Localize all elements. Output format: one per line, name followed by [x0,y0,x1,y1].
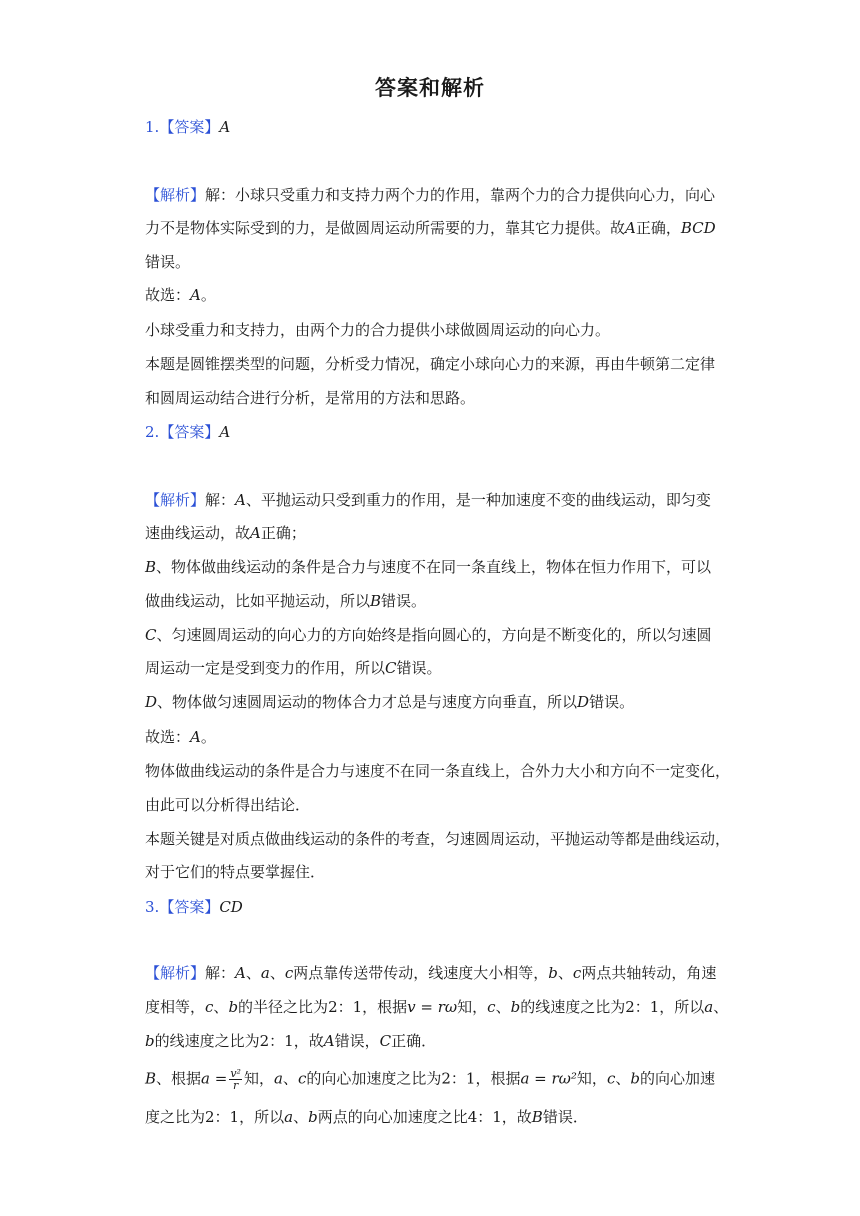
text: 错误。 [145,253,191,271]
text: A [323,1032,335,1050]
text: 4：1，故 [467,1108,532,1126]
text: 、 [495,998,511,1016]
q2-summary-line-1 [145,761,730,781]
text: 正确， [635,219,681,237]
text: 解：小球只受重力和支持力两个力的作用，靠两个力的合力提供向心力，向心 [205,186,716,204]
text: 知， [243,1069,274,1088]
text: c [284,964,294,982]
q1-summary-line [145,320,610,340]
q2-answer-line [145,422,230,442]
text: 、物体做匀速圆周运动的物体合力才总是与速度方向垂直，所以 [157,693,578,711]
q1-answer-line [145,117,230,137]
text: a [260,964,270,982]
text: 对于它们的特点要掌握住． [145,863,326,881]
text: 、平抛运动只受到重力的作用，是一种加速度不变的曲线运动，即匀变 [245,491,711,509]
text: a [284,1108,294,1126]
text: 周运动一定是受到变力的作用，所以 [145,659,386,677]
text: 度之比为 [145,1108,206,1126]
text: b [510,998,521,1016]
text: b [548,964,558,982]
text: 、 [269,964,285,982]
q2-expl-line-5 [145,625,712,645]
text: 2：1，所以 [625,998,705,1016]
page-title: 答案和解析 [375,76,485,100]
text: 两点共轴转动，角速 [581,964,717,982]
q3-expl-line-1 [145,963,716,983]
text: b [630,1069,640,1088]
q1-comment-line-1 [145,354,715,374]
text: r [233,1079,239,1092]
text: 、 [713,998,729,1016]
text: A [235,491,246,509]
text: 、 [245,964,261,982]
text: 故选： [145,728,191,746]
text: b [308,1108,318,1126]
text: 和圆周运动结合进行分析，是常用的方法和思路。 [145,389,476,407]
q2-answer-tag: 【答案】 [159,423,220,441]
q2-comment-line-2 [145,862,325,882]
q2-expl-line-6 [145,658,442,678]
text: 2：1，故 [259,1032,324,1050]
text: 正确． [391,1032,437,1050]
text: A [190,728,201,746]
q2-answer-value: A [219,423,231,441]
q2-comment-line-1 [145,829,730,849]
formula-v-equals-r-omega: v = rω [407,998,458,1016]
text: A [190,286,201,304]
text: 知， [457,998,488,1016]
text: 物体做曲线运动的条件是合力与速度不在同一条直线上，合外力大小和方向不一定变化， [145,762,731,780]
text: 解： [205,491,236,509]
q2-expl-line-7 [145,692,634,712]
text: 小球受重力和支持力，由两个力的合力提供小球做圆周运动的向心力。 [145,321,611,339]
text: 错误。 [589,693,635,711]
q1-expl-line-3 [145,252,190,272]
text: 的线速度之比为 [520,998,626,1016]
text: 、匀速圆周运动的向心力的方向始终是指向圆心的，方向是不断变化的，所以匀速圆 [156,626,712,644]
text: 两点的向心加速度之比 [317,1108,468,1126]
text: 的线速度之比为 [154,1032,260,1050]
text: 、 [293,1108,309,1126]
text: 的半径之比为 [238,998,329,1016]
text: 、物体做曲线运动的条件是合力与速度不在同一条直线上，物体在恒力作用下，可以 [156,558,712,576]
text: b [145,1032,155,1050]
fraction-v2-over-r [229,1068,242,1091]
q3-answer-tag: 【答案】 [159,898,220,916]
text: B [531,1108,543,1126]
q2-number: 2. [145,423,160,441]
q2-choice-line [145,727,216,747]
text: 错误。 [381,592,427,610]
text: 、 [557,964,573,982]
text: 。 [200,728,216,746]
text: C [385,659,397,677]
q3-expl-line-5 [145,1107,588,1127]
q3-expl-line-3 [145,1031,436,1051]
text: a [273,1069,283,1088]
text: 、根据 [156,1069,202,1088]
text: 2：1，根据 [441,1069,521,1088]
q1-comment-line-2 [145,388,475,408]
q3-expl-line-2 [145,997,728,1017]
text: B [145,1069,157,1088]
text: 错误。 [396,659,442,677]
q2-expl-line-3 [145,557,711,577]
q2-expl-line-2 [145,523,306,543]
text: 本题关键是对质点做曲线运动的条件的考查，匀速圆周运动，平抛运动等都是曲线运动， [145,830,731,848]
q3-number: 3. [145,898,160,916]
text: BCD [680,219,716,237]
text: c [205,998,214,1016]
text: D [145,693,158,711]
text: 力不是物体实际受到的力，是做圆周运动所需要的力，靠其它力提供。故 [145,219,626,237]
text: c [297,1069,307,1088]
text: A [250,524,261,542]
text: A [625,219,636,237]
q1-expl-line-1 [145,185,715,205]
text: c [606,1069,616,1088]
text: A [235,964,246,982]
formula-a-equals: a = [201,1069,228,1088]
text: D [577,693,590,711]
text: C [379,1032,392,1050]
text: 、 [213,998,229,1016]
text: 故选： [145,286,191,304]
text: 度相等， [145,998,206,1016]
text: B [145,558,157,576]
text: 由此可以分析得出结论． [145,796,311,814]
text: 。 [200,286,216,304]
q1-number: 1. [145,118,160,136]
q3-answer-line [145,897,243,917]
q1-answer-tag: 【答案】 [159,118,220,136]
text: 2：1，所以 [205,1108,285,1126]
text: a [704,998,714,1016]
text: 两点靠传送带传动，线速度大小相等， [293,964,549,982]
text: 做曲线运动，比如平抛运动，所以 [145,592,371,610]
q2-summary-line-2 [145,795,310,815]
q1-choice-line [145,285,216,305]
q1-expl-tag: 【解析】 [145,186,206,204]
text: 解： [205,964,236,982]
text: 、 [282,1069,298,1088]
text: 本题是圆锥摆类型的问题，分析受力情况，确定小球向心力的来源，再由牛顿第二定律 [145,355,716,373]
text: v² [230,1067,241,1080]
text: 错误． [542,1108,588,1126]
text: 速曲线运动，故 [145,524,251,542]
text: 2：1，根据 [328,998,408,1016]
q3-expl-line-4 [145,1068,715,1091]
formula-a-equals-r-omega-squared: a = rω² [520,1069,577,1088]
text: 、 [615,1069,631,1088]
q1-expl-line-2 [145,218,716,238]
text: 的向心加速度之比为 [306,1069,442,1088]
text: 的向心加速 [639,1069,715,1088]
q2-expl-line-4 [145,591,426,611]
text: c [487,998,496,1016]
q2-expl-tag: 【解析】 [145,491,206,509]
q1-answer-value: A [219,118,231,136]
q3-expl-tag: 【解析】 [145,964,206,982]
text: 知， [576,1069,607,1088]
text: c [572,964,582,982]
text: 错误， [334,1032,380,1050]
q3-answer-value: CD [219,898,243,916]
text: C [145,626,157,644]
q2-expl-line-1 [145,490,711,510]
text: 正确； [260,524,306,542]
text: b [228,998,239,1016]
text: B [370,592,382,610]
